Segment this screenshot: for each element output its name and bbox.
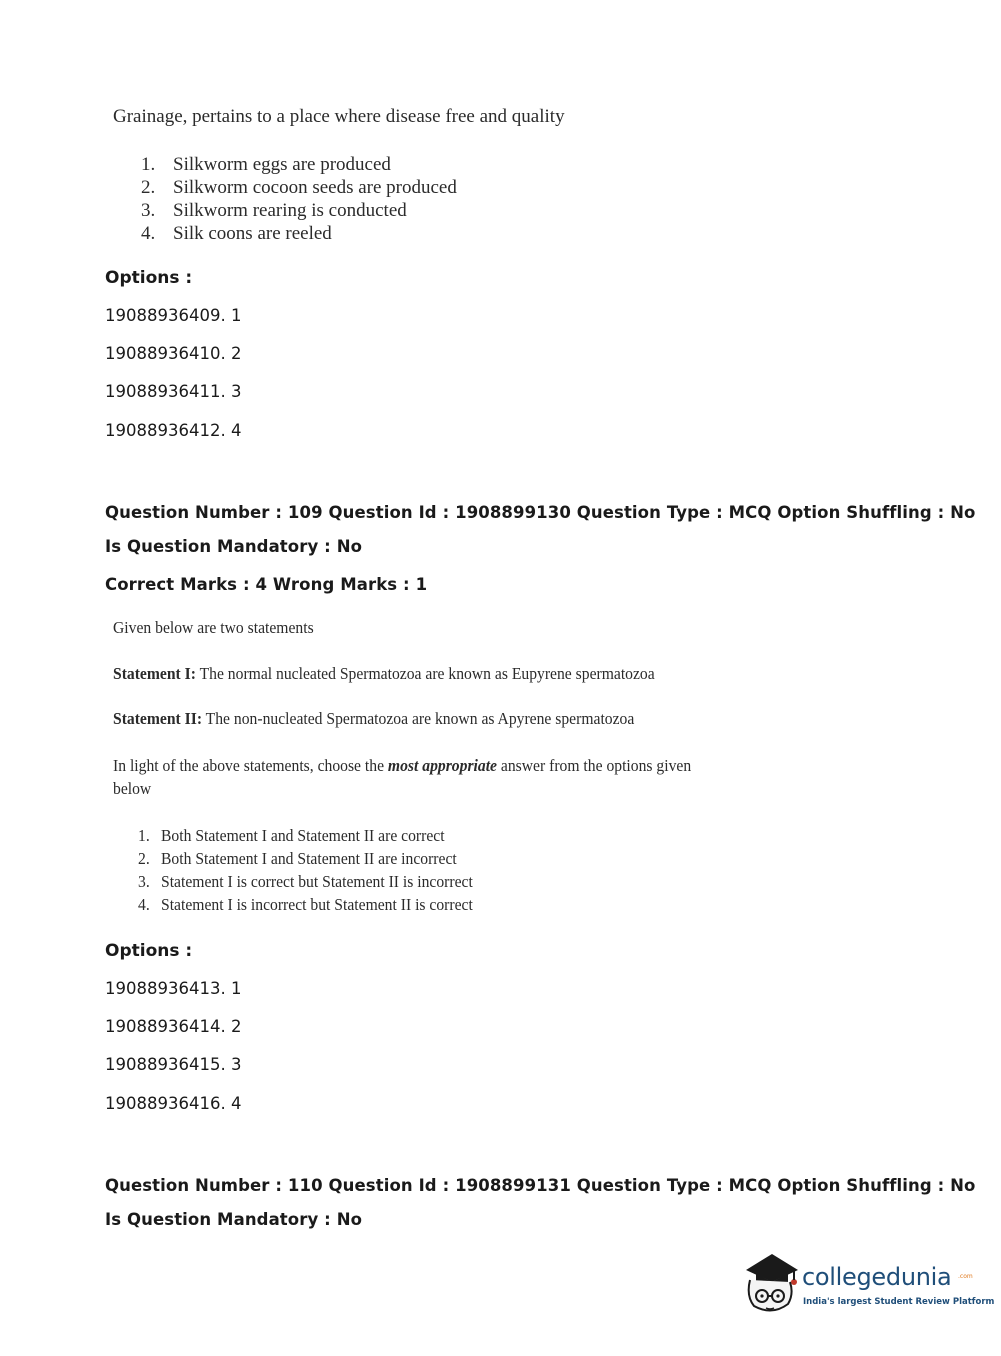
option-line: 19088936412. 4 [105, 421, 242, 440]
list-item: 1. Both Statement I and Statement II are correct [138, 826, 445, 845]
q109-intro: Given below are two statements [113, 618, 314, 637]
option-line: 19088936410. 2 [105, 344, 242, 363]
logo-wordmark: collegedunia [802, 1263, 952, 1291]
question-mandatory: Is Question Mandatory : No [105, 1210, 363, 1229]
list-item: 3. Statement I is correct but Statement II is incorrect [138, 872, 473, 891]
option-line: 19088936409. 1 [105, 306, 242, 325]
option-line: 19088936415. 3 [105, 1055, 242, 1074]
question-marks: Correct Marks : 4 Wrong Marks : 1 [105, 575, 428, 594]
logo-tagline: India's largest Student Review Platform [803, 1297, 995, 1307]
q108-choice-list [141, 153, 457, 245]
q109-choice-list [138, 824, 473, 916]
option-line: 19088936414. 2 [105, 1017, 242, 1036]
q109-statement-2: Statement II: The non-nucleated Spermatozoa are known as Apyrene spermatozoa [113, 709, 635, 728]
list-item: 1. Silkworm eggs are produced [141, 154, 391, 175]
logo-domain: .com [958, 1273, 973, 1280]
list-item: 2. Silkworm cocoon seeds are produced [141, 177, 457, 198]
question-meta: Question Number : 110 Question Id : 1908899131 Question Type : MCQ Option Shuffling : No [105, 1176, 976, 1195]
question-mandatory: Is Question Mandatory : No [105, 537, 363, 556]
options-label: Options : [105, 941, 193, 961]
q108-stem: Grainage, pertains to a place where disease free and quality [113, 106, 565, 127]
list-item: 3. Silkworm rearing is conducted [141, 200, 407, 221]
option-line: 19088936411. 3 [105, 382, 242, 401]
list-item: 2. Both Statement I and Statement II are incorrect [138, 849, 457, 868]
q109-instruction: In light of the above statements, choose the most appropriate answer from the options given [113, 756, 692, 775]
q109-statement-1: Statement I: The normal nucleated Spermatozoa are known as Eupyrene spermatozoa [113, 664, 655, 683]
list-item: 4. Statement I is incorrect but Statement II is correct [138, 895, 473, 914]
option-line: 19088936413. 1 [105, 979, 242, 998]
question-meta: Question Number : 109 Question Id : 1908899130 Question Type : MCQ Option Shuffling : No [105, 503, 976, 522]
mascot-icon [742, 1246, 802, 1316]
q109-instruction-cont: below [113, 779, 152, 798]
options-label: Options : [105, 268, 193, 288]
option-line: 19088936416. 4 [105, 1094, 242, 1113]
list-item: 4. Silk coons are reeled [141, 223, 332, 244]
